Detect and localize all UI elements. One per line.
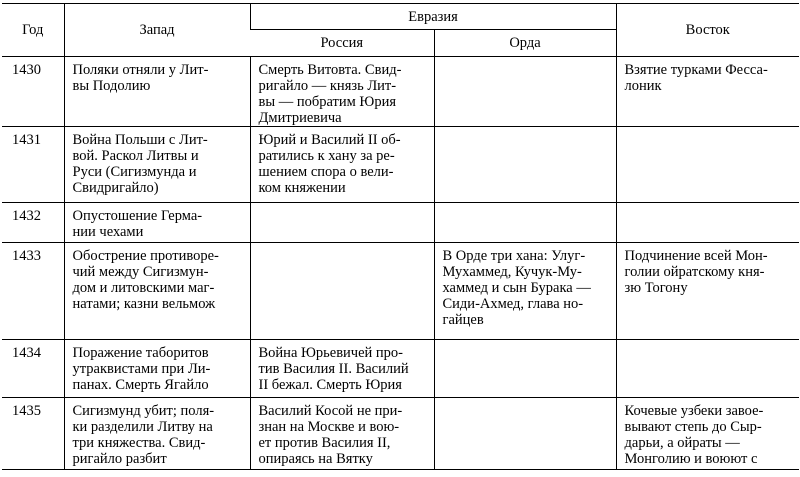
horde-cell [434,243,616,340]
cell-text-line: тив Василия II. Василий [258,361,409,377]
column-header-horde: Орда [434,30,616,57]
cell-text-line: Поляки отняли у Лит- [72,62,209,78]
cell-text-line: ригайло — князь Лит- [258,78,397,94]
year-cell: 1430 [2,57,64,127]
horde-cell [434,57,616,127]
cell-text-line: Руси (Сигизмунда и [72,164,197,180]
cell-text-line: ригайло разбит [72,451,167,467]
cell-text-line: Подчинение всей Мон- [624,248,768,264]
cell-text-line: зю Тогону [624,280,688,296]
cell-text-line: Сигизмунд убит; поля- [72,403,215,419]
chronology-table [2,3,799,470]
cell-text-line: натами; казни вельмож [72,296,216,312]
cell-text-line: ет против Василия II, [258,435,391,451]
east-cell [616,243,799,340]
cell-text-line: Война Юрьевичей про- [258,345,404,361]
table-header [2,4,799,57]
cell-text-line: гайцев [442,312,484,328]
cell-text-line: утраквистами при Ли- [72,361,211,377]
cell-text-line: Монголию и воюют с [624,451,758,467]
cell-text-line: Война Польши с Лит- [72,132,208,148]
column-header-year: Год [2,4,64,57]
east-cell [616,57,799,127]
cell-text-line: вы — побратим Юрия [258,94,397,110]
east-cell [616,340,799,398]
cell-text-line: опираясь на Вятку [258,451,373,467]
year-cell: 1432 [2,203,64,243]
table-row [2,340,799,398]
table-row [2,243,799,340]
cell-text-line: лоник [624,78,662,94]
west-cell [64,398,250,470]
west-cell [64,243,250,340]
east-cell [616,127,799,203]
west-cell [64,127,250,203]
cell-text-line: Взятие турками Фесса- [624,62,768,78]
table-row [2,398,799,470]
column-header-east: Восток [616,4,799,57]
cell-text-line: вой. Раскол Литвы и [72,148,199,164]
table-row [2,57,799,127]
cell-text-line: голии ойратскому кня- [624,264,765,280]
russia-cell [250,243,434,340]
cell-text-line: нии чехами [72,224,144,240]
table-row [2,203,799,243]
russia-cell [250,57,434,127]
cell-text-line: Опустошение Герма- [72,208,203,224]
cell-text-line: Сиди-Ахмед, глава но- [442,296,584,312]
column-header-russia: Россия [320,35,364,51]
west-cell [64,203,250,243]
cell-text-line: Свидригайло) [72,180,159,196]
cell-text-line: ки разделили Литву на [72,419,213,435]
horde-cell [434,340,616,398]
year-cell: 1431 [2,127,64,203]
cell-text-line: Василий Косой не при- [258,403,403,419]
cell-text-line: Мухаммед, Кучук-Му- [442,264,582,280]
cell-text-line: В Орде три хана: Улуг- [442,248,586,264]
year-cell: 1435 [2,398,64,470]
cell-text-line: три княжества. Свид- [72,435,206,451]
cell-text-line: Юрий и Василий II об- [258,132,401,148]
year-cell: 1434 [2,340,64,398]
cell-text-line: ратились к хану за ре- [258,148,395,164]
cell-text-line: II бежал. Смерть Юрия [258,377,402,393]
cell-text-line: дом и литовскими маг- [72,280,215,296]
russia-cell [250,127,434,203]
cell-text-line: Обострение противоре- [72,248,219,264]
cell-text-line: Смерть Витовта. Свид- [258,62,402,78]
russia-cell [250,203,434,243]
horde-cell [434,203,616,243]
cell-text-line: знан на Москве и вою- [258,419,400,435]
west-cell [64,340,250,398]
russia-cell [250,340,434,398]
cell-text-line: вы Подолию [72,78,151,94]
cell-text-line: дарьи, а ойраты — [624,435,740,451]
year-cell: 1433 [2,243,64,340]
header-row-top [2,4,799,30]
table-row [2,127,799,203]
cell-text-line: вывают степь до Сыр- [624,419,762,435]
cell-text-line: чий между Сигизмун- [72,264,209,280]
russia-cell [250,398,434,470]
horde-cell [434,398,616,470]
column-header-eurasia: Евразия [250,4,616,30]
east-cell [616,203,799,243]
horde-cell [434,127,616,203]
west-cell [64,57,250,127]
cell-text-line: шением спора о вели- [258,164,394,180]
table-body [2,57,799,470]
cell-text-line: Кочевые узбеки завое- [624,403,764,419]
cell-text-line: ком княжении [258,180,346,196]
cell-text-line: Дмитриевича [258,110,342,126]
cell-text-line: хаммед и сын Бурака — [442,280,591,296]
east-cell [616,398,799,470]
column-header-west: Запад [64,4,250,57]
cell-text-line: панах. Смерть Ягайло [72,377,209,393]
cell-text-line: Поражение таборитов [72,345,209,361]
